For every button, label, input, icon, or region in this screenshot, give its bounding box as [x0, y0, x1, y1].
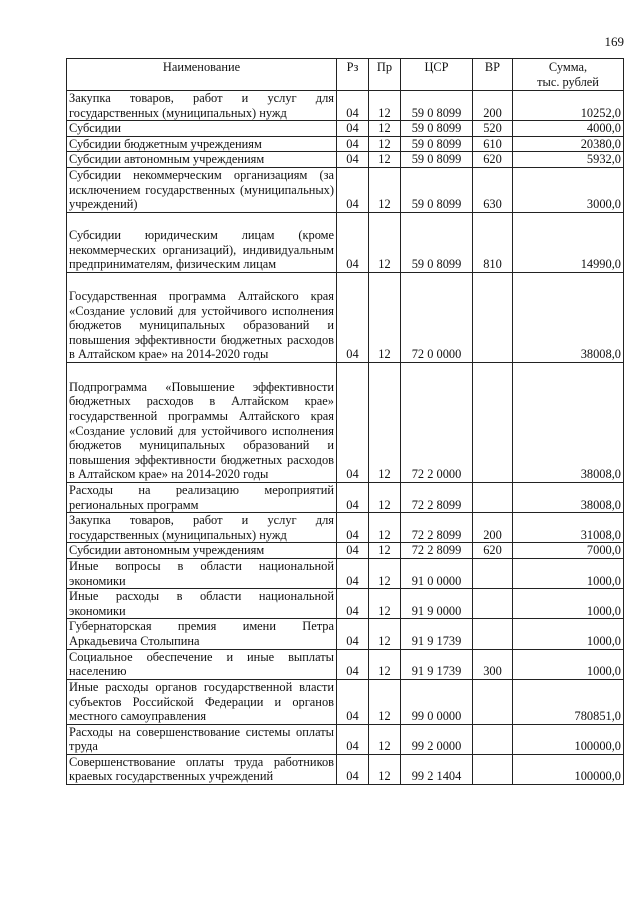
- row-vr: [473, 482, 513, 512]
- row-pr: 12: [369, 679, 401, 724]
- row-sum: 1000,0: [513, 558, 624, 588]
- row-sum: 31008,0: [513, 513, 624, 543]
- header-rz: Рз: [337, 59, 369, 91]
- table-row: [67, 482, 624, 512]
- row-vr: 200: [473, 91, 513, 121]
- table-row: [67, 167, 624, 212]
- row-name: Субсидии автономным учреждениям: [67, 543, 337, 559]
- row-sum: 4000,0: [513, 121, 624, 137]
- row-csr: 72 2 0000: [401, 362, 473, 482]
- header-sum: [513, 59, 624, 91]
- row-name: Расходы на реализацию мероприятий региональных программ: [67, 482, 337, 512]
- row-pr: 12: [369, 136, 401, 152]
- row-name: Субсидии некоммерческим организациям (за исключением государственных (муниципальных) учреждений): [67, 167, 337, 212]
- row-pr: 12: [369, 212, 401, 272]
- row-csr: 99 0 0000: [401, 679, 473, 724]
- header-sum-line2: тыс. рублей: [537, 75, 599, 89]
- row-sum: 10252,0: [513, 91, 624, 121]
- header-sum-line1: Сумма,: [548, 60, 588, 74]
- row-sum: 1000,0: [513, 649, 624, 679]
- row-vr: [473, 362, 513, 482]
- row-rz: 04: [337, 167, 369, 212]
- table-row: [67, 679, 624, 724]
- row-vr: [473, 619, 513, 649]
- row-sum: 3000,0: [513, 167, 624, 212]
- row-pr: 12: [369, 152, 401, 168]
- header-vr: ВР: [473, 59, 513, 91]
- row-csr: 91 9 0000: [401, 589, 473, 619]
- row-name: Губернаторская премия имени Петра Аркадьевича Столыпина: [67, 619, 337, 649]
- row-name: Иные вопросы в области национальной экономики: [67, 558, 337, 588]
- row-pr: 12: [369, 272, 401, 362]
- row-sum: 100000,0: [513, 754, 624, 784]
- row-name: Иные расходы органов государственной власти субъектов Российской Федерации и органов местного самоуправления: [67, 679, 337, 724]
- row-rz: 04: [337, 619, 369, 649]
- row-pr: 12: [369, 362, 401, 482]
- row-rz: 04: [337, 513, 369, 543]
- header-name: Наименование: [67, 59, 337, 91]
- row-csr: 99 2 1404: [401, 754, 473, 784]
- table-row: [67, 91, 624, 121]
- row-csr: 59 0 8099: [401, 212, 473, 272]
- row-csr: 59 0 8099: [401, 136, 473, 152]
- row-pr: 12: [369, 513, 401, 543]
- row-name: Субсидии автономным учреждениям: [67, 152, 337, 168]
- row-sum: 38008,0: [513, 362, 624, 482]
- table-row: [67, 513, 624, 543]
- row-name: Субсидии бюджетным учреждениям: [67, 136, 337, 152]
- row-sum: 38008,0: [513, 272, 624, 362]
- row-csr: 59 0 8099: [401, 91, 473, 121]
- row-name: Подпрограмма «Повышение эффективности бюджетных расходов в Алтайском крае» государственной программы Алтайского края «Создание условий для устойчивого исполнения бюджетов муниципальных образований и повышения эффективности бюджетных расходов в Алтайском крае» на 2014-2020 годы: [67, 362, 337, 482]
- row-sum: 780851,0: [513, 679, 624, 724]
- row-sum: 100000,0: [513, 724, 624, 754]
- row-pr: 12: [369, 543, 401, 559]
- row-pr: 12: [369, 619, 401, 649]
- row-rz: 04: [337, 649, 369, 679]
- row-csr: 99 2 0000: [401, 724, 473, 754]
- row-pr: 12: [369, 167, 401, 212]
- row-sum: 38008,0: [513, 482, 624, 512]
- row-vr: 620: [473, 543, 513, 559]
- table-row: [67, 543, 624, 559]
- row-rz: 04: [337, 482, 369, 512]
- table-row: [67, 212, 624, 272]
- row-pr: 12: [369, 724, 401, 754]
- row-rz: 04: [337, 679, 369, 724]
- row-name: Субсидии: [67, 121, 337, 137]
- table-row: [67, 619, 624, 649]
- row-vr: [473, 272, 513, 362]
- row-pr: 12: [369, 121, 401, 137]
- table-row: [67, 589, 624, 619]
- table-row: [67, 136, 624, 152]
- table-row: [67, 362, 624, 482]
- page-number: 169: [604, 34, 624, 49]
- row-vr: 810: [473, 212, 513, 272]
- row-name: Расходы на совершенствование системы оплаты труда: [67, 724, 337, 754]
- table-row: [67, 121, 624, 137]
- row-rz: 04: [337, 91, 369, 121]
- row-pr: 12: [369, 558, 401, 588]
- row-vr: 620: [473, 152, 513, 168]
- budget-table: [66, 58, 624, 785]
- row-name: Закупка товаров, работ и услуг для государственных (муниципальных) нужд: [67, 513, 337, 543]
- row-vr: [473, 754, 513, 784]
- row-sum: 20380,0: [513, 136, 624, 152]
- row-pr: 12: [369, 589, 401, 619]
- table-row: [67, 649, 624, 679]
- row-name: Субсидии юридическим лицам (кроме некоммерческих организаций), индивидуальным предпринимателям, физическим лицам: [67, 212, 337, 272]
- row-csr: 72 2 8099: [401, 513, 473, 543]
- row-rz: 04: [337, 543, 369, 559]
- row-csr: 72 2 8099: [401, 482, 473, 512]
- row-vr: 610: [473, 136, 513, 152]
- row-vr: 200: [473, 513, 513, 543]
- row-vr: 300: [473, 649, 513, 679]
- row-pr: 12: [369, 649, 401, 679]
- table-row: [67, 152, 624, 168]
- row-rz: 04: [337, 136, 369, 152]
- row-rz: 04: [337, 724, 369, 754]
- row-name: Закупка товаров, работ и услуг для государственных (муниципальных) нужд: [67, 91, 337, 121]
- row-sum: 5932,0: [513, 152, 624, 168]
- row-sum: 7000,0: [513, 543, 624, 559]
- row-csr: 59 0 8099: [401, 167, 473, 212]
- header-csr: ЦСР: [401, 59, 473, 91]
- row-pr: 12: [369, 91, 401, 121]
- row-name: Государственная программа Алтайского края «Создание условий для устойчивого исполнения бюджетов муниципальных образований и повышения эффективности бюджетных расходов в Алтайском крае» на 2014-2020 годы: [67, 272, 337, 362]
- row-vr: 630: [473, 167, 513, 212]
- row-name: Совершенствование оплаты труда работников краевых государственных учреждений: [67, 754, 337, 784]
- row-rz: 04: [337, 152, 369, 168]
- row-csr: 91 0 0000: [401, 558, 473, 588]
- table-row: [67, 558, 624, 588]
- row-vr: [473, 589, 513, 619]
- row-vr: [473, 679, 513, 724]
- row-rz: 04: [337, 272, 369, 362]
- table-body: [67, 91, 624, 785]
- row-csr: 72 0 0000: [401, 272, 473, 362]
- row-sum: 1000,0: [513, 589, 624, 619]
- row-rz: 04: [337, 362, 369, 482]
- row-vr: 520: [473, 121, 513, 137]
- row-vr: [473, 558, 513, 588]
- header-pr: Пр: [369, 59, 401, 91]
- row-csr: 91 9 1739: [401, 619, 473, 649]
- row-pr: 12: [369, 482, 401, 512]
- row-name: Иные расходы в области национальной экономики: [67, 589, 337, 619]
- row-csr: 59 0 8099: [401, 121, 473, 137]
- row-vr: [473, 724, 513, 754]
- row-csr: 91 9 1739: [401, 649, 473, 679]
- row-rz: 04: [337, 212, 369, 272]
- row-csr: 72 2 8099: [401, 543, 473, 559]
- row-rz: 04: [337, 558, 369, 588]
- row-pr: 12: [369, 754, 401, 784]
- row-name: Социальное обеспечение и иные выплаты населению: [67, 649, 337, 679]
- row-rz: 04: [337, 589, 369, 619]
- row-sum: 1000,0: [513, 619, 624, 649]
- row-rz: 04: [337, 754, 369, 784]
- row-rz: 04: [337, 121, 369, 137]
- row-csr: 59 0 8099: [401, 152, 473, 168]
- table-row: [67, 272, 624, 362]
- table-row: [67, 754, 624, 784]
- row-sum: 14990,0: [513, 212, 624, 272]
- table-header-row: [67, 59, 624, 91]
- table-row: [67, 724, 624, 754]
